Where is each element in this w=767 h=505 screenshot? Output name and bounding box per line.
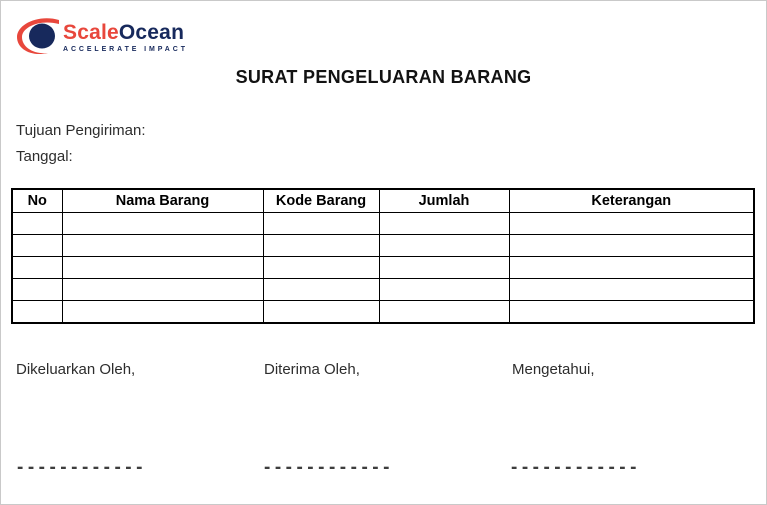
table-cell	[379, 301, 509, 324]
table-row	[12, 213, 754, 235]
table-cell	[509, 257, 754, 279]
column-header-kode-barang: Kode Barang	[263, 189, 379, 213]
table-cell	[62, 301, 263, 324]
table-cell	[379, 257, 509, 279]
signature-line-diterima-oleh: ------------	[264, 457, 394, 478]
column-header-jumlah: Jumlah	[379, 189, 509, 213]
scaleocean-logo-icon	[15, 17, 59, 57]
signature-label-dikeluarkan-oleh: Dikeluarkan Oleh,	[16, 361, 136, 378]
table-row	[12, 235, 754, 257]
goods-table	[11, 188, 755, 324]
table-header-row	[12, 189, 754, 213]
goods-table-body	[12, 213, 754, 324]
logo-brand-ocean: Ocean	[118, 20, 185, 44]
field-tujuan-pengiriman: Tujuan Pengiriman:	[16, 122, 146, 139]
scaleocean-logo	[15, 17, 188, 57]
table-cell	[12, 301, 62, 324]
table-cell	[263, 279, 379, 301]
table-row	[12, 301, 754, 324]
table-row	[12, 279, 754, 301]
page-title: SURAT PENGELUARAN BARANG	[235, 67, 532, 87]
table-cell	[379, 279, 509, 301]
logo-brand	[63, 22, 188, 43]
column-header-nama-barang: Nama Barang	[62, 189, 263, 213]
signature-label-diterima-oleh: Diterima Oleh,	[264, 361, 360, 378]
table-cell	[12, 257, 62, 279]
signature-line-mengetahui: ------------	[511, 457, 641, 478]
table-cell	[263, 235, 379, 257]
signature-label-mengetahui: Mengetahui,	[512, 361, 595, 378]
column-header-no: No	[12, 189, 62, 213]
table-cell	[509, 235, 754, 257]
table-cell	[12, 235, 62, 257]
table-cell	[62, 257, 263, 279]
table-cell	[62, 213, 263, 235]
table-cell	[509, 213, 754, 235]
table-cell	[12, 213, 62, 235]
logo-brand-scale: Scale	[63, 20, 119, 44]
field-tanggal: Tanggal:	[16, 148, 73, 165]
table-cell	[263, 257, 379, 279]
logo-tagline: ACCELERATE IMPACT	[63, 45, 188, 53]
table-cell	[263, 301, 379, 324]
table-cell	[379, 235, 509, 257]
table-cell	[379, 213, 509, 235]
table-cell	[509, 279, 754, 301]
table-cell	[12, 279, 62, 301]
column-header-keterangan: Keterangan	[509, 189, 754, 213]
table-cell	[509, 301, 754, 324]
table-cell	[62, 279, 263, 301]
logo-text	[63, 22, 188, 53]
meta-fields	[16, 118, 146, 170]
table-cell	[263, 213, 379, 235]
table-row	[12, 257, 754, 279]
signature-line-dikeluarkan-oleh: ------------	[17, 457, 147, 478]
table-cell	[62, 235, 263, 257]
